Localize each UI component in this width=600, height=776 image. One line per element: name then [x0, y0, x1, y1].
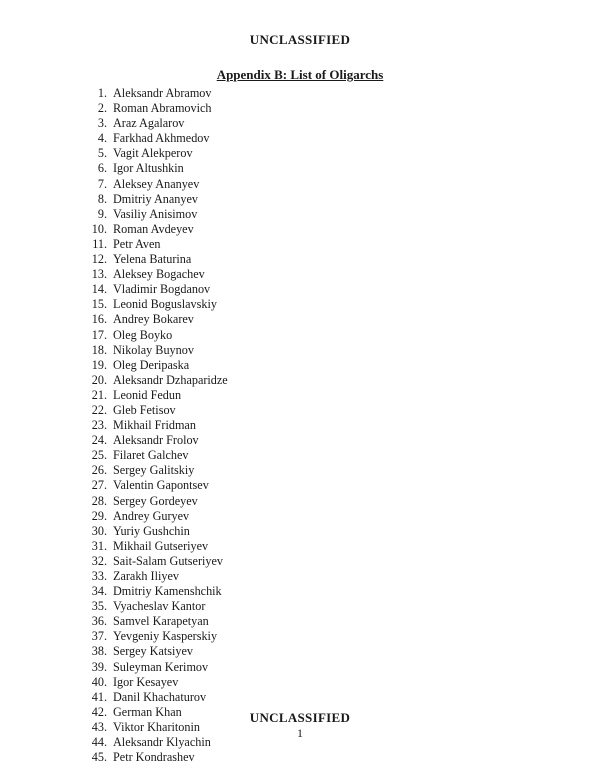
list-item-name: Sergey Gordeyev — [113, 493, 198, 508]
list-item-number: 45. — [91, 750, 107, 765]
list-item — [85, 539, 228, 554]
list-item — [85, 177, 228, 192]
list-item-number: 41. — [91, 689, 107, 704]
list-item-number: 9. — [97, 206, 107, 221]
list-item-name: German Khan — [113, 704, 182, 719]
list-item-name: Viktor Kharitonin — [113, 719, 200, 734]
list-item — [85, 86, 228, 101]
list-item — [85, 494, 228, 509]
list-item — [85, 554, 228, 569]
list-item-name: Dmitriy Ananyev — [113, 191, 198, 206]
list-item-name: Aleksey Bogachev — [113, 267, 205, 282]
list-item — [85, 569, 228, 584]
list-item-number: 42. — [91, 704, 107, 719]
list-item-number: 22. — [91, 402, 107, 417]
list-item — [85, 418, 228, 433]
list-item-name: Yuriy Gushchin — [113, 523, 190, 538]
list-item — [85, 237, 228, 252]
appendix-title: Appendix B: List of Oligarchs — [216, 67, 384, 82]
list-item-name: Oleg Deripaska — [113, 357, 190, 372]
list-item-name: Suleyman Kerimov — [113, 659, 209, 674]
list-item-name: Gleb Fetisov — [113, 402, 176, 417]
list-item-number: 20. — [91, 372, 107, 387]
list-item-name: Valentin Gapontsev — [113, 478, 209, 493]
list-item-number: 28. — [91, 493, 107, 508]
list-item-name: Aleksandr Dzhaparidze — [113, 372, 228, 387]
list-item-name: Aleksandr Klyachin — [113, 735, 211, 750]
list-item-number: 32. — [91, 553, 107, 568]
list-item-name: Mikhail Gutseriyev — [113, 538, 209, 553]
list-item-number: 4. — [97, 131, 107, 146]
list-item-name: Araz Agalarov — [113, 116, 185, 131]
list-item-name: Andrey Guryev — [113, 508, 190, 523]
list-item — [85, 207, 228, 222]
list-item — [85, 660, 228, 675]
list-item-name: Sait-Salam Gutseriyev — [113, 553, 224, 568]
list-item-name: Roman Abramovich — [113, 101, 212, 116]
footer-classification-marking: UNCLASSIFIED — [249, 710, 351, 725]
list-item — [85, 252, 228, 267]
list-item-number: 37. — [91, 629, 107, 644]
list-item-name: Igor Altushkin — [113, 161, 184, 176]
list-item-name: Vladimir Bogdanov — [113, 282, 211, 297]
list-item-number: 10. — [91, 221, 107, 236]
list-item-number: 31. — [91, 538, 107, 553]
list-item — [85, 448, 228, 463]
list-item — [85, 478, 228, 493]
list-item-name: Andrey Bokarev — [113, 312, 194, 327]
list-item-name: Vasiliy Anisimov — [113, 206, 198, 221]
list-item-name: Petr Kondrashev — [113, 750, 195, 765]
list-item-name: Yelena Baturina — [113, 252, 192, 267]
list-item-number: 13. — [91, 267, 107, 282]
list-item-name: Zarakh Iliyev — [113, 569, 179, 583]
list-item — [85, 161, 228, 176]
list-item-name: Vyacheslav Kantor — [113, 599, 206, 614]
list-item-number: 21. — [91, 387, 107, 402]
list-item-number: 26. — [91, 463, 107, 478]
list-item-name: Filaret Galchev — [113, 448, 189, 463]
list-item-number: 1. — [97, 86, 107, 100]
list-item-name: Aleksandr Frolov — [113, 433, 199, 448]
list-item-name: Nikolay Buynov — [113, 342, 194, 357]
list-item-number: 38. — [91, 644, 107, 659]
list-item-name: Roman Avdeyev — [113, 221, 194, 236]
list-item-name: Yevgeniy Kasperskiy — [113, 629, 218, 644]
list-item — [85, 644, 228, 659]
list-item-number: 16. — [91, 312, 107, 327]
list-item — [85, 690, 228, 705]
list-item — [85, 403, 228, 418]
list-item-number: 11. — [92, 236, 107, 251]
list-item-name: Sergey Katsiyev — [113, 644, 193, 659]
list-item-name: Danil Khachaturov — [113, 689, 207, 704]
list-item-number: 14. — [91, 282, 107, 297]
list-item-number: 34. — [91, 584, 107, 599]
list-item — [85, 750, 228, 765]
list-item-number: 29. — [91, 508, 107, 523]
list-item-number: 23. — [91, 418, 107, 433]
list-item-number: 35. — [91, 599, 107, 614]
list-item-number: 12. — [91, 252, 107, 267]
list-item-number: 7. — [97, 176, 107, 191]
list-item — [85, 146, 228, 161]
list-item-name: Mikhail Fridman — [113, 418, 196, 433]
list-item-name: Farkhad Akhmedov — [113, 131, 210, 146]
list-item — [85, 297, 228, 312]
list-item-number: 8. — [97, 191, 107, 206]
list-item — [85, 131, 228, 146]
list-item — [85, 267, 228, 282]
list-item-number: 36. — [91, 614, 107, 629]
list-item-name: Sergey Galitskiy — [113, 463, 195, 478]
list-item — [85, 312, 228, 327]
list-item-number: 33. — [91, 569, 107, 583]
list-item — [85, 358, 228, 373]
list-item — [85, 614, 228, 629]
list-item-number: 25. — [91, 448, 107, 463]
list-item — [85, 388, 228, 403]
list-item — [85, 463, 228, 478]
list-item-name: Oleg Boyko — [113, 327, 173, 342]
list-item — [85, 373, 228, 388]
list-item — [85, 192, 228, 207]
list-item — [85, 509, 228, 524]
list-item-number: 18. — [91, 342, 107, 357]
list-item — [85, 343, 228, 358]
list-item-number: 30. — [91, 523, 107, 538]
list-item — [85, 282, 228, 297]
list-item-name: Aleksey Ananyev — [113, 176, 200, 191]
list-item — [85, 599, 228, 614]
list-item-number: 3. — [97, 116, 107, 131]
list-item-name: Samvel Karapetyan — [113, 614, 209, 629]
oligarch-list — [85, 86, 228, 765]
list-item-number: 19. — [91, 357, 107, 372]
list-item-name: Vagit Alekperov — [113, 146, 193, 161]
list-item-number: 24. — [91, 433, 107, 448]
list-item — [85, 101, 228, 116]
list-item-number: 39. — [91, 659, 107, 674]
list-item-number: 2. — [97, 101, 107, 116]
list-item — [85, 116, 228, 131]
list-item-name: Leonid Boguslavskiy — [113, 297, 217, 312]
list-item-name: Igor Kesayev — [113, 674, 179, 689]
list-item-number: 17. — [91, 327, 107, 342]
list-item — [85, 433, 228, 448]
list-item-number: 40. — [91, 674, 107, 689]
list-item-number: 43. — [91, 719, 107, 734]
list-item — [85, 584, 228, 599]
list-item-number: 15. — [91, 297, 107, 312]
list-item-name: Petr Aven — [113, 236, 161, 251]
list-item — [85, 629, 228, 644]
page-number: 1 — [297, 726, 303, 740]
header-classification-marking: UNCLASSIFIED — [249, 32, 351, 47]
list-item-number: 5. — [97, 146, 107, 161]
list-item-number: 6. — [97, 161, 107, 176]
list-item — [85, 524, 228, 539]
list-item — [85, 675, 228, 690]
list-item — [85, 328, 228, 343]
list-item — [85, 222, 228, 237]
list-item-name: Dmitriy Kamenshchik — [113, 584, 222, 599]
list-item-name: Leonid Fedun — [113, 387, 182, 402]
list-item-number: 44. — [91, 735, 107, 750]
list-item-name: Aleksandr Abramov — [113, 86, 212, 100]
list-item-number: 27. — [91, 478, 107, 493]
